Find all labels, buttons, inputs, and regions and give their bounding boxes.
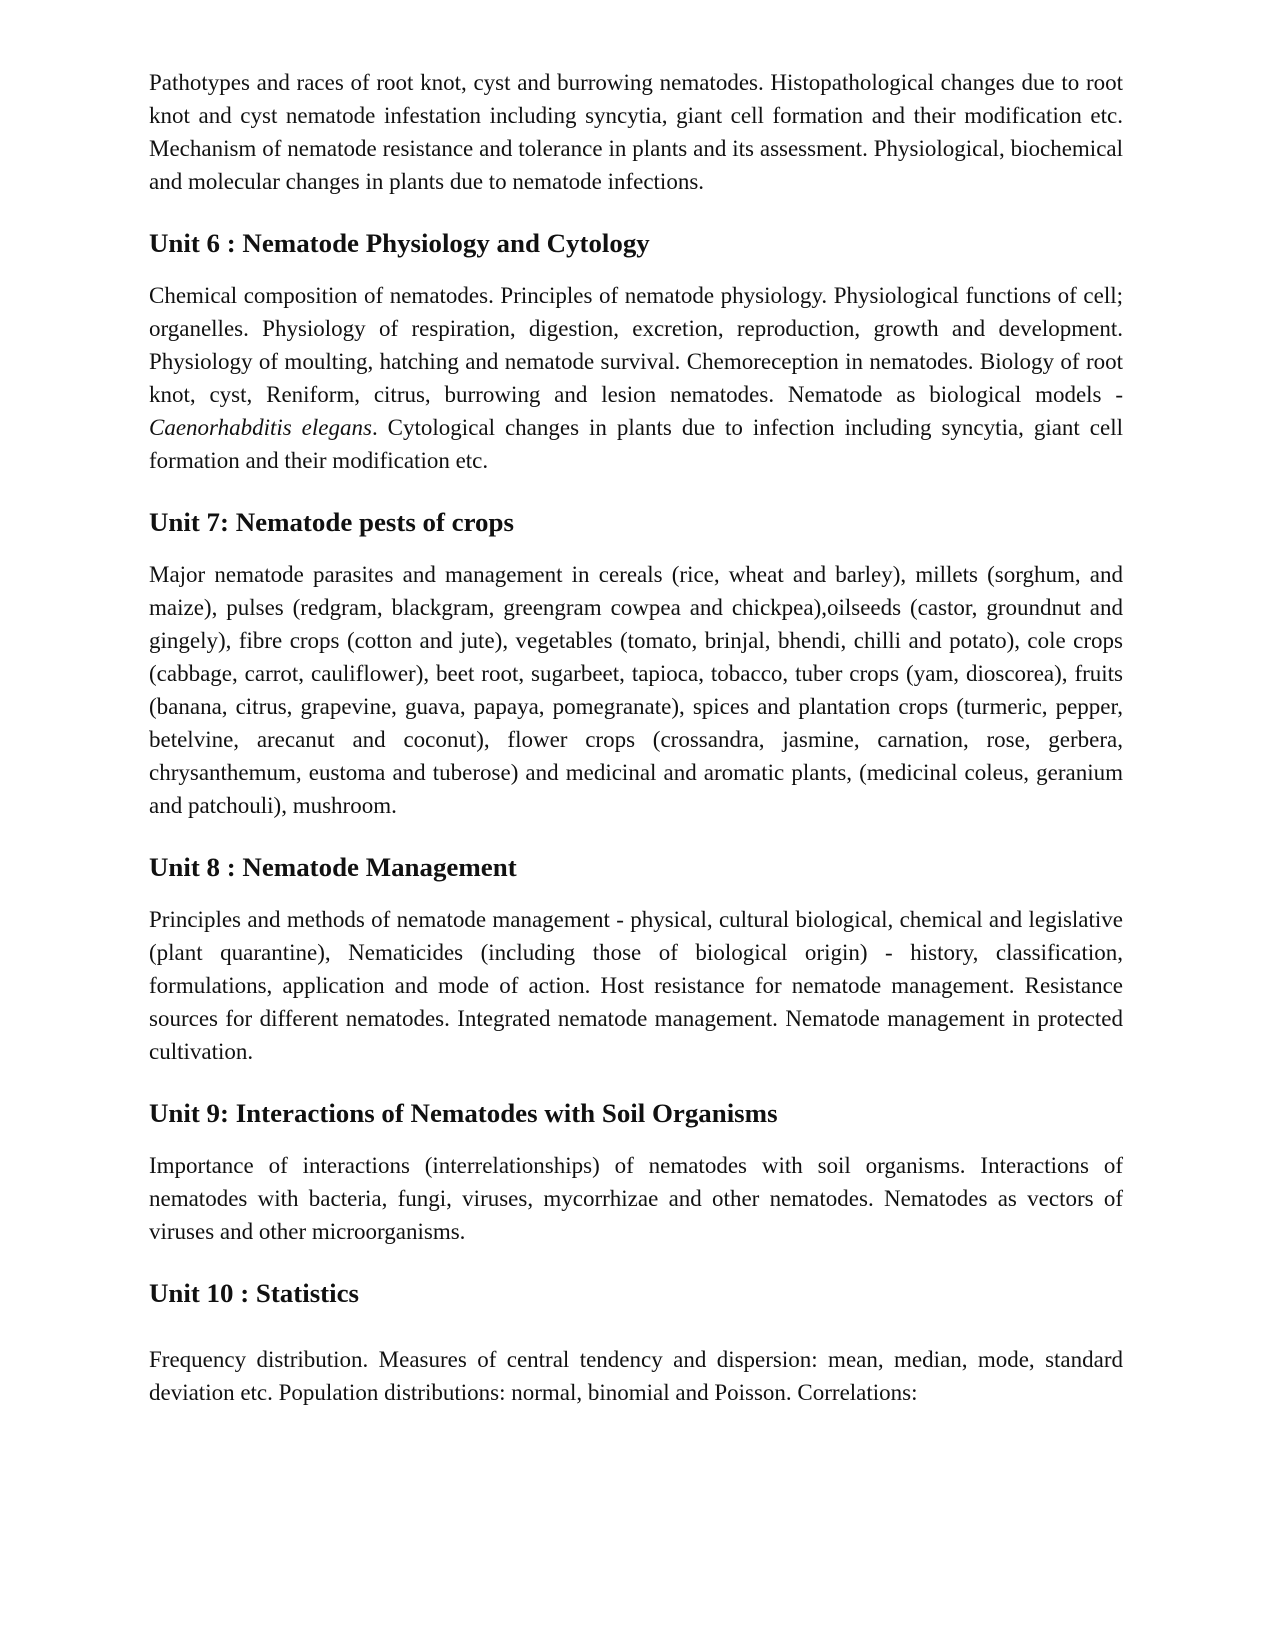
unit-9-paragraph: Importance of interactions (interrelationships) of nematodes with soil organisms. Interactions of nematodes with bacteria, fungi, viruses, mycorrhizae and other nematodes. Nematodes as vectors of viruses and other microorganisms. xyxy=(149,1153,1123,1244)
unit-7-paragraph: Major nematode parasites and management in cereals (rice, wheat and barley), millets (sorghum, and maize), pulses (redgram, blackgram, greengram cowpea and chickpea),oilseeds (castor, groundnut and gingely), fibre crops (cotton and jute), vegetables (tomato, brinjal, bhendi, chilli and potato), cole crops (cabbage, carrot, cauliflower), beet root, sugarbeet, tapioca, tobacco, tuber crops (yam, dioscorea), fruits (banana, citrus, grapevine, guava, papaya, pomegranate), spices and plantation crops (turmeric, pepper, betelvine, arecanut and coconut), flower crops (crossandra, jasmine, carnation, rose, gerbera, chrysanthemum, eustoma and tuberose) and medicinal and aromatic plants, (medicinal coleus, geranium and patchouli), mushroom. xyxy=(149,562,1123,818)
intro-paragraph: Pathotypes and races of root knot, cyst and burrowing nematodes. Histopathological changes due to root knot and cyst nematode infestation including syncytia, giant cell formation and their modification etc. Mechanism of nematode resistance and tolerance in plants and its assessment. Physiological, biochemical and molecular changes in plants due to nematode infections. xyxy=(149,70,1123,194)
unit-6-heading: Unit 6 : Nematode Physiology and Cytology xyxy=(149,228,650,258)
unit-6-paragraph xyxy=(149,279,1123,477)
unit-10-heading: Unit 10 : Statistics xyxy=(149,1278,360,1308)
unit-6-text-before: Chemical composition of nematodes. Principles of nematode physiology. Physiological functions of cell; organelles. Physiology of respiration, digestion, excretion, reproduction, growth and development. Physiology of moulting, hatching and nematode survival. Chemoreception in nematodes. Biology of root knot, cyst, Reniform, citrus, burrowing and lesion nematodes. Nematode as biological models - xyxy=(149,283,1123,407)
document-page xyxy=(149,66,1123,1409)
unit-7-heading: Unit 7: Nematode pests of crops xyxy=(149,507,514,537)
unit-10-paragraph: Frequency distribution. Measures of central tendency and dispersion: mean, median, mode, standard deviation etc. Population distributions: normal, binomial and Poisson. Correlations: xyxy=(149,1347,1123,1405)
unit-9-heading: Unit 9: Interactions of Nematodes with Soil Organisms xyxy=(149,1098,778,1128)
unit-8-paragraph: Principles and methods of nematode management - physical, cultural biological, chemical and legislative (plant quarantine), Nematicides (including those of biological origin) - history, classification, formulations, application and mode of action. Host resistance for nematode management. Resistance sources for different nematodes. Integrated nematode management. Nematode management in protected cultivation. xyxy=(149,907,1123,1064)
species-name: Caenorhabditis elegans xyxy=(149,415,372,440)
unit-8-heading: Unit 8 : Nematode Management xyxy=(149,852,517,882)
unit-6-text-after: . Cytological changes in plants due to infection including syncytia, giant cell formation and their modification etc. xyxy=(149,415,1123,473)
